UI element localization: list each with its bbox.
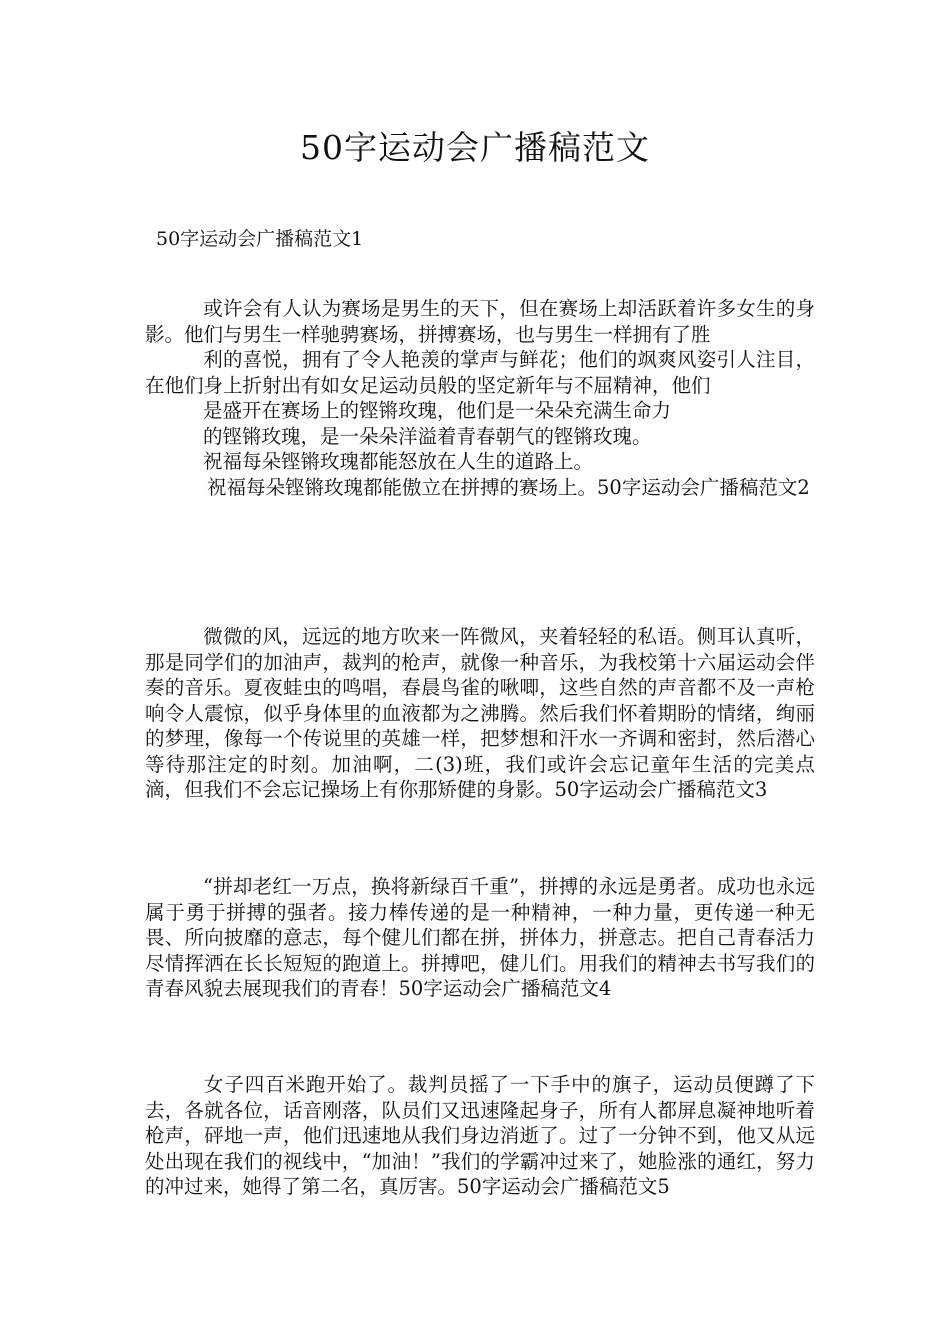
- paragraph-1-line-1: 或许会有人认为赛场是男生的天下，但在赛场上却活跃着许多女生的身影。他们与男生一样驰骋赛场，拼搏赛场，也与男生一样拥有了胜: [145, 297, 815, 346]
- paragraph-1-line-6: 祝福每朵铿锵玫瑰都能傲立在拼搏的赛场上。50字运动会广播稿范文2: [207, 475, 810, 499]
- paragraph-1: [145, 296, 815, 500]
- document-title: 50字运动会广播稿范文: [300, 128, 650, 167]
- paragraph-2: 微微的风，远远的地方吹来一阵微风，夹着轻轻的私语。侧耳认真听，那是同学们的加油声，裁判的枪声，就像一种音乐，为我校第十六届运动会伴奏的音乐。夏夜蛙虫的鸣唱，春晨鸟雀的啾唧，这些自然的声音都不及一声枪响令人震惊，似乎身体里的血液都为之沸腾。然后我们怀着期盼的情绪，绚丽的梦理，像每一个传说里的英雄一样，把梦想和汗水一齐调和密封，然后潜心等待那注定的时刻。加油啊，二(3)班，我们或许会忘记童年生活的完美点滴，但我们不会忘记操场上有你那矫健的身影。50字运动会广播稿范文3: [145, 625, 815, 801]
- paragraph-4: 女子四百米跑开始了。裁判员摇了一下手中的旗子，运动员便蹲了下去，各就各位，话音刚落，队员们又迅速隆起身子，所有人都屏息凝神地听着枪声，砰地一声，他们迅速地从我们身边消逝了。过了一分钟不到，他又从远处出现在我们的视线中，“加油！”我们的学霸冲过来了，她脸涨的通红，努力的冲过来，她得了第二名，真厉害。50字运动会广播稿范文5: [145, 1073, 815, 1198]
- paragraph-1-line-4: 的铿锵玫瑰，是一朵朵洋溢着青春朝气的铿锵玫瑰。: [203, 424, 652, 448]
- section-heading-1: 50字运动会广播稿范文1: [156, 228, 364, 250]
- paragraph-1-line-3: 是盛开在赛场上的铿锵玫瑰，他们是一朵朵充满生命力: [203, 399, 672, 422]
- paragraph-3: “拼却老红一万点，换将新绿百千重”，拼搏的永远是勇者。成功也永远属于勇于拼搏的强者。接力棒传递的是一种精神，一种力量，更传递一种无畏、所向披靡的意志，每个健儿们都在拼，拼体力，拼意志。把自己青春活力尽情挥洒在长长短短的跑道上。拼搏吧，健儿们。用我们的精神去书写我们的青春风貌去展现我们的青春！50字运动会广播稿范文4: [145, 875, 815, 1000]
- paragraph-1-line-2: 利的喜悦，拥有了令人艳羡的掌声与鲜花；他们的飒爽风姿引人注目，在他们身上折射出有如女足运动员般的坚定新年与不屈精神，他们: [145, 348, 815, 397]
- paragraph-1-line-5: 祝福每朵铿锵玫瑰都能怒放在人生的道路上。: [203, 450, 594, 473]
